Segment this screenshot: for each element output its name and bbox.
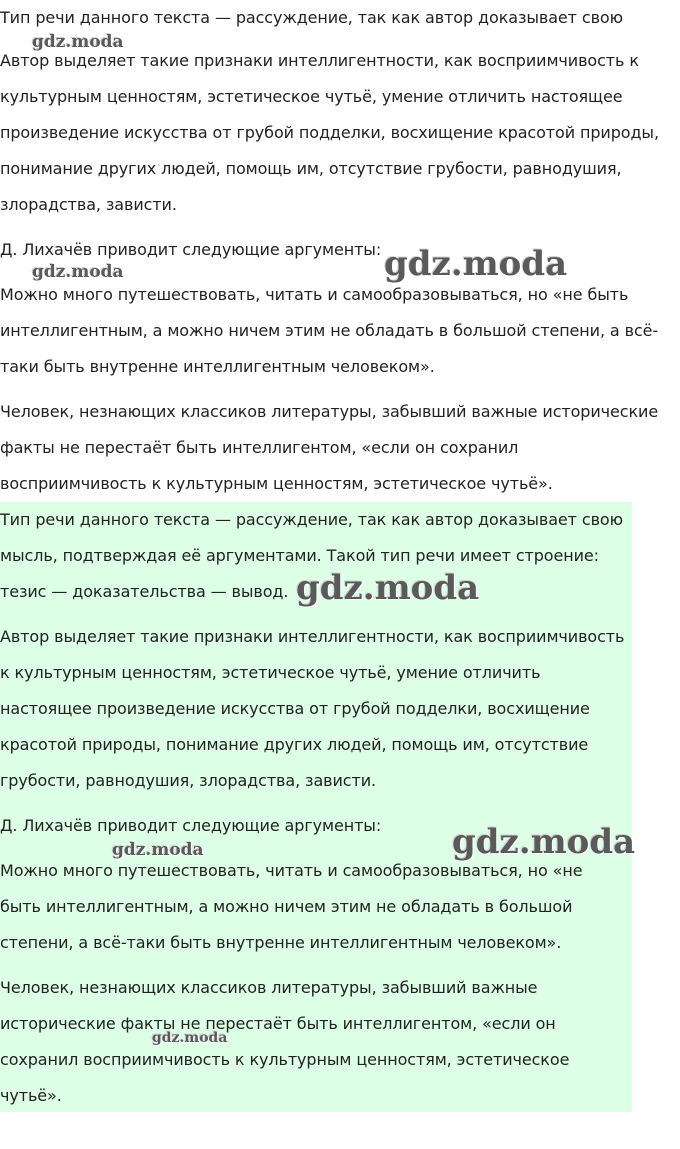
paragraph-argument-one: Можно много путешествовать, читать и самообразовываться, но «не быть интеллигентным, а можно ничем этим не обладать в большой степени, а всё- таки быть внутренне интеллигентным человеком». [0, 285, 659, 376]
paragraph-argument-two: Человек, незнающих классиков литературы, забывший важные исторические факты не перестаёт быть интеллигентом, «если он сохранил восприимчивость к культурным ценностям, эстетическое чутьё». [0, 402, 659, 493]
answer-paragraph-argument-one: Можно много путешествовать, читать и самообразовываться, но «не быть интеллигентным, а можно ничем этим не обладать в большой степени, а всё-таки быть внутренне интеллигентным человеком». [0, 861, 583, 952]
paragraph-intelligence-signs: Автор выделяет такие признаки интеллигентности, как восприимчивость к культурным ценностям, эстетическое чутьё, умение отличить настоящее произведение искусства от грубой подделки, восхищение красотой природы, понимание других людей, помощь им, отсутствие грубости, равнодушия, злорадства, зависти. [0, 51, 659, 214]
watermark-logo: gdz.moda [152, 1030, 228, 1046]
answer-paragraph-arguments-intro: Д. Лихачёв приводит следующие аргументы: [0, 816, 382, 835]
watermark-logo: gdz.moda [296, 568, 480, 608]
paragraph-speech-type-partial: Тип речи данного текста — рассуждение, так как автор доказывает свою [0, 8, 623, 27]
answer-paragraph-argument-two: Человек, незнающих классиков литературы, забывший важные исторические факты не перестаёт быть интеллигентом, «если он сохранил восприимчивость к культурным ценностям, эстетическое чутьё». [0, 978, 570, 1105]
watermark-logo: gdz.moda [384, 244, 568, 284]
answer-paragraph-speech-type: Тип речи данного текста — рассуждение, так как автор доказывает свою мысль, подтверждая её аргументами. Такой тип речи имеет строение: тезис — доказательства — вывод. [0, 510, 623, 601]
answer-paragraph-intelligence-signs: Автор выделяет такие признаки интеллигентности, как восприимчивость к культурным ценностям, эстетическое чутьё, умение отличить настоящее произведение искусства от грубой подделки, восхищение красотой природы, понимание других людей, помощь им, отсутствие грубости, равнодушия, злорадства, зависти. [0, 627, 625, 790]
watermark-logo: gdz.moda [32, 32, 124, 52]
paragraph-arguments-intro: Д. Лихачёв приводит следующие аргументы: [0, 240, 382, 259]
watermark-logo: gdz.moda [112, 840, 204, 860]
watermark-logo: gdz.moda [452, 822, 636, 862]
watermark-logo: gdz.moda [32, 262, 124, 282]
